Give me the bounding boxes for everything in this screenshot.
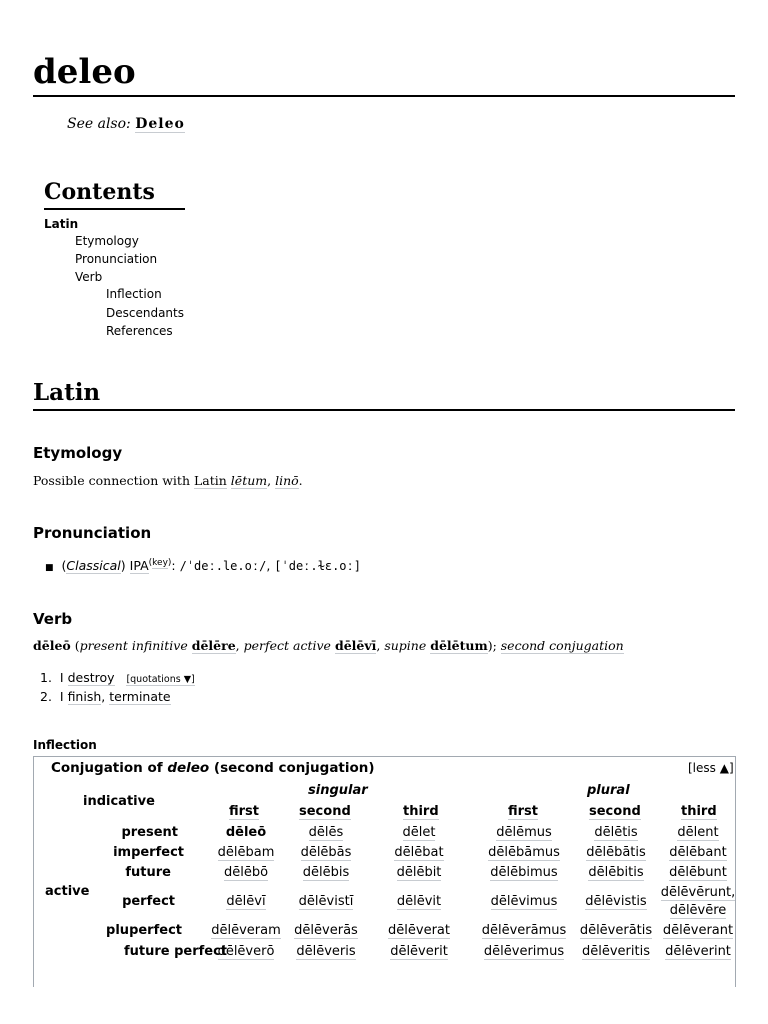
table-title-suffix: (second conjugation) (213, 760, 375, 776)
person-second-singular[interactable]: second (299, 804, 351, 819)
toc-heading: Contents (44, 179, 155, 205)
form-cell[interactable]: dēlēvēre (669, 903, 727, 918)
terminate-link[interactable]: terminate (109, 689, 171, 704)
person-third-plural[interactable]: third (681, 804, 717, 819)
table-title-prefix: Conjugation of (51, 760, 163, 776)
inflection-heading: Inflection (33, 738, 97, 752)
toc-item-descendants[interactable]: Descendants (106, 306, 184, 320)
tense-present: present (121, 825, 178, 840)
quotations-toggle[interactable]: [quotations ▼] (126, 674, 195, 685)
form-cell[interactable]: dēlēbunt (669, 865, 727, 880)
form-cell[interactable]: dēlēverāmus (481, 923, 567, 938)
toc-item-references[interactable]: References (106, 324, 173, 338)
pronunciation-line: ■ (Classical) $IPA^{(key)}$: /ˈdeː.le.oː/, [ˈdeː.ɫɛ.oː] (45, 558, 361, 574)
form-cell[interactable]: dēlēbāmus (488, 845, 560, 860)
form-cell: dēleō (225, 825, 267, 840)
conjugation-link[interactable]: second conjugation (500, 638, 624, 653)
mood-label: indicative (83, 794, 155, 809)
tense-pluperfect: pluperfect (106, 923, 182, 938)
pi-label: present infinitive (79, 638, 188, 653)
form-cell[interactable]: dēlēvistī (298, 894, 354, 909)
form-cell[interactable]: dēlet (402, 825, 436, 840)
ipa-key-link[interactable]: key (152, 558, 168, 568)
toc-item-verb[interactable]: Verb (75, 270, 103, 284)
ipa-link[interactable]: IPA (129, 558, 149, 574)
toc-item-etymology[interactable]: Etymology (75, 234, 139, 248)
supine-form-link[interactable]: dēlētum (430, 638, 488, 653)
form-cell[interactable]: dēlēbās (300, 845, 352, 860)
collapse-table-button[interactable]: [less ▲] (688, 761, 734, 775)
toc-item-pronunciation[interactable]: Pronunciation (75, 252, 158, 266)
sense-pronoun: I (59, 670, 64, 685)
latin-link[interactable]: Latin (193, 473, 227, 488)
form-cell[interactable]: dēlēverint (665, 944, 731, 959)
pi-form-link[interactable]: dēlēre (191, 638, 236, 653)
classical-link[interactable]: Classical (66, 558, 121, 574)
lino-link[interactable]: linō (275, 473, 299, 488)
see-also-note (67, 116, 185, 132)
form-cell[interactable]: dēlēvimus (490, 894, 558, 909)
etymology-text: Possible connection with Latin lētum, linō. (33, 473, 303, 488)
see-also-link[interactable]: Deleo (135, 116, 185, 132)
see-also-label: See also: (67, 116, 131, 132)
supine-label: supine (384, 638, 427, 653)
verb-headword-line: dēleō (present infinitive dēlēre, perfect active dēlēvī, supine dēlētum); second conjugation (33, 638, 624, 653)
form-cell[interactable]: dēlēmus (496, 825, 552, 840)
form-cell[interactable]: dēlēbitis (588, 865, 644, 880)
pronunciation-heading: Pronunciation (33, 524, 152, 542)
sense-2 (40, 689, 171, 704)
etymology-prefix: Possible connection with (33, 473, 190, 488)
latin-divider (33, 409, 735, 411)
tense-future-perfect: future perfect (123, 944, 227, 959)
sense-pronoun: I (59, 689, 64, 704)
form-cell[interactable]: dēlēvī (226, 894, 266, 909)
sense-separator: , (101, 689, 106, 704)
form-cell[interactable]: dēlēverimus (483, 944, 565, 959)
tense-future: future (125, 865, 171, 880)
plural-label: plural (587, 783, 630, 798)
table-title-word: deleo (167, 760, 210, 776)
table-title (51, 760, 375, 776)
form-cell[interactable]: dēlēverat (388, 923, 450, 938)
ipa-phonemic: /ˈdeː.le.oː/ (179, 559, 267, 574)
form-cell[interactable]: dēlēveram (211, 923, 281, 938)
sense-1 (40, 670, 195, 685)
person-first-plural[interactable]: first (508, 804, 538, 819)
etymology-heading: Etymology (33, 444, 123, 462)
toc-item-latin[interactable]: Latin (44, 217, 79, 231)
sense-number: 2. (40, 689, 52, 704)
destroy-link[interactable]: destroy (67, 670, 115, 685)
person-second-plural[interactable]: second (589, 804, 641, 819)
form-cell[interactable]: dēlēveris (296, 944, 356, 959)
verb-heading: Verb (33, 610, 73, 628)
form-cell[interactable]: dēlēverit (390, 944, 448, 959)
form-cell[interactable]: dēlēvērunt, (660, 885, 736, 900)
form-cell[interactable]: dēlēverō (217, 944, 275, 959)
toc-item-inflection[interactable]: Inflection (106, 287, 162, 301)
toc-divider (44, 208, 185, 210)
form-cell[interactable]: dēlēbō (223, 865, 269, 880)
pa-label: perfect active (243, 638, 331, 653)
person-first-singular[interactable]: first (229, 804, 259, 819)
form-cell[interactable]: dēlēbat (394, 845, 444, 860)
ipa-phonetic: [ˈdeː.ɫɛ.oː] (274, 559, 361, 574)
tense-imperfect: imperfect (113, 845, 184, 860)
voice-label: active (45, 884, 90, 899)
form-cell[interactable]: dēlēbit (396, 865, 442, 880)
form-cell[interactable]: dēlēvit (396, 894, 442, 909)
form-cell[interactable]: dēlēbam (217, 845, 275, 860)
title-divider (33, 95, 735, 97)
form-cell[interactable]: dēlētis (594, 825, 638, 840)
form-cell[interactable]: dēlēs (308, 825, 344, 840)
form-cell[interactable]: dēlēverant (662, 923, 734, 938)
sense-number: 1. (40, 670, 52, 685)
form-cell[interactable]: dēlent (677, 825, 719, 840)
person-third-singular[interactable]: third (403, 804, 439, 819)
tense-perfect: perfect (122, 894, 175, 909)
form-cell[interactable]: dēlēbātis (586, 845, 646, 860)
headword: dēleō (33, 638, 71, 653)
form-cell[interactable]: dēlēbant (669, 845, 727, 860)
conjugation-table (33, 756, 736, 987)
form-cell[interactable]: dēlēbimus (490, 865, 558, 880)
form-cell[interactable]: dēlēverās (294, 923, 358, 938)
latin-heading: Latin (33, 379, 101, 406)
singular-label: singular (308, 783, 368, 798)
finish-link[interactable]: finish (67, 689, 102, 704)
form-cell[interactable]: dēlēveritis (582, 944, 650, 959)
form-cell[interactable]: dēlēvistis (585, 894, 647, 909)
pa-form-link[interactable]: dēlēvī (334, 638, 377, 653)
bullet: ■ (45, 563, 54, 574)
form-cell[interactable]: dēlēbis (302, 865, 350, 880)
letum-link[interactable]: lētum (230, 473, 268, 488)
form-cell[interactable]: dēlēverātis (579, 923, 653, 938)
page-title: deleo (33, 52, 136, 92)
